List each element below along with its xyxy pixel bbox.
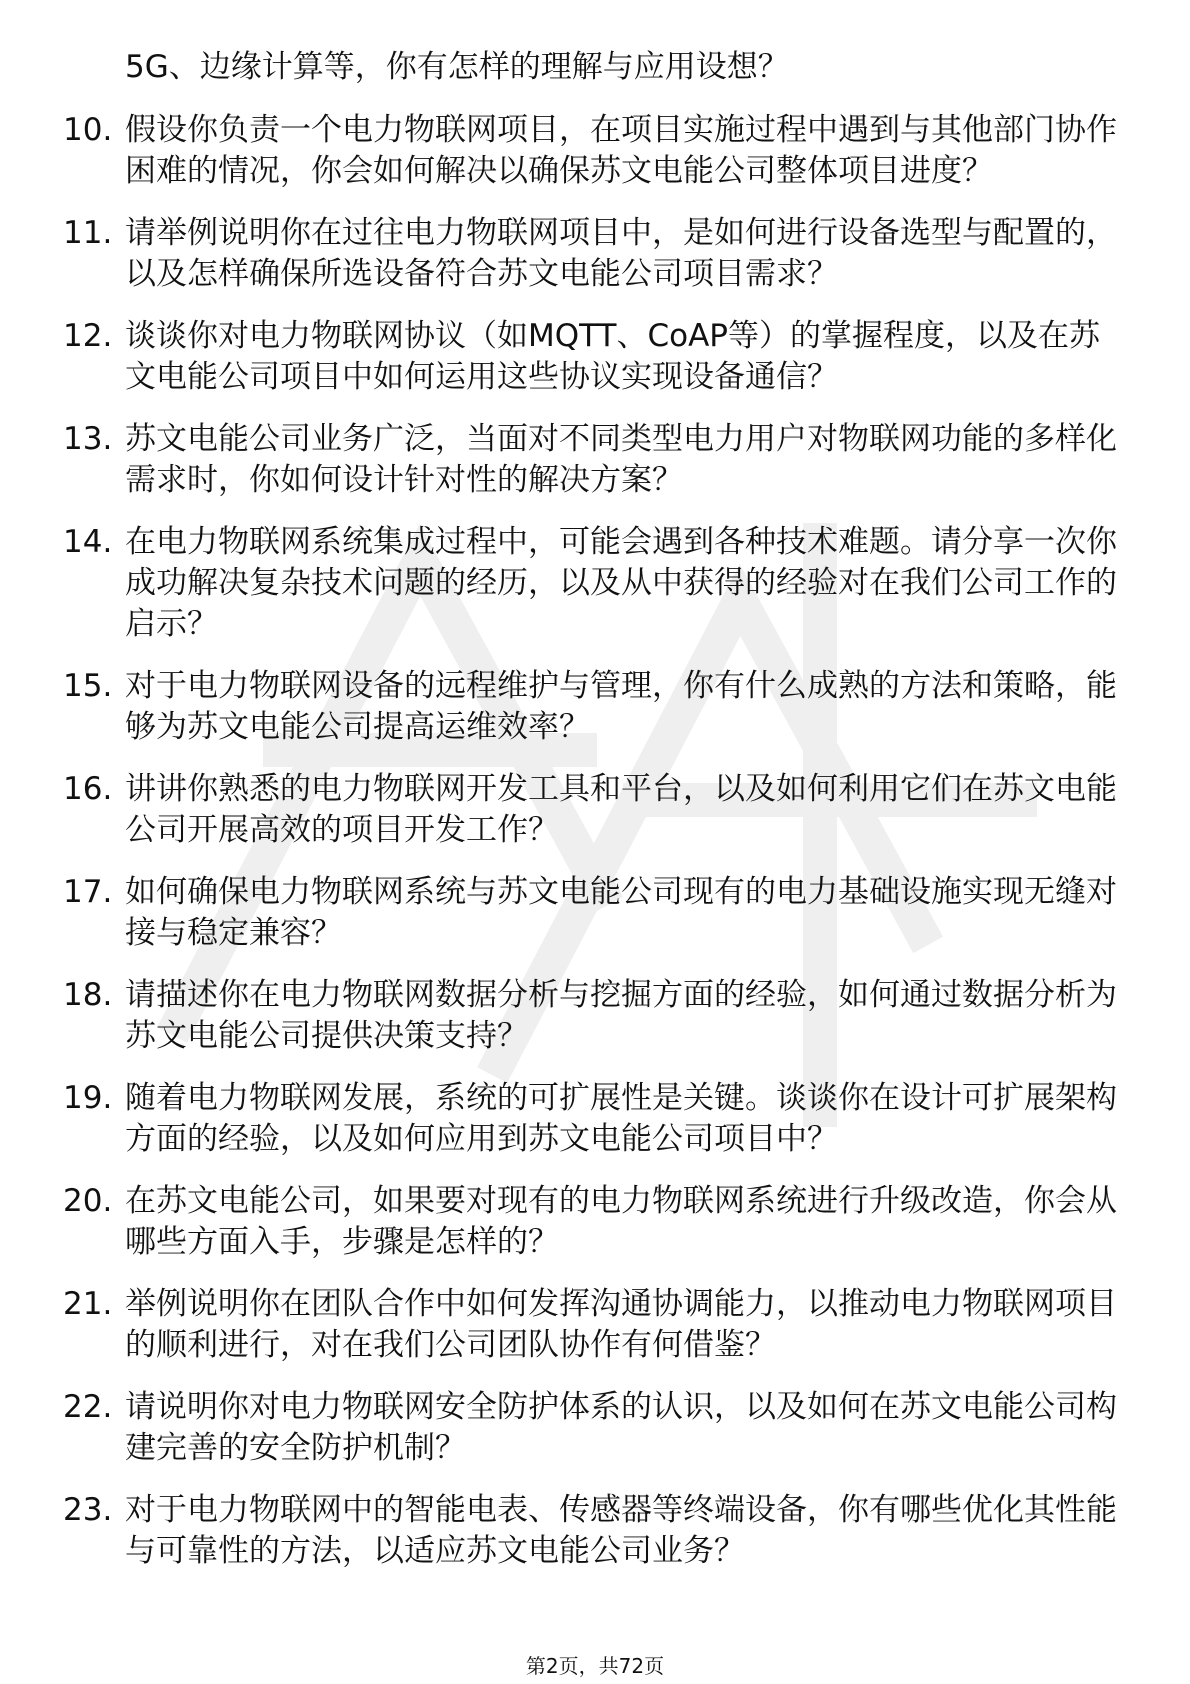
question-text: 谈谈你对电力物联网协议（如MQTT、CoAP等）的掌握程度，以及在苏文电能公司项目中如何运用这些协议实现设备通信？ <box>125 318 1100 395</box>
question-number: 11. <box>63 215 113 251</box>
question-text: 举例说明你在团队合作中如何发挥沟通协调能力，以推动电力物联网项目的顺利进行，对在我们公司团队协作有何借鉴？ <box>125 1286 1117 1363</box>
question-text: 对于电力物联网设备的远程维护与管理，你有什么成熟的方法和策略，能够为苏文电能公司提高运维效率？ <box>125 668 1117 745</box>
question-number: 17. <box>63 874 113 910</box>
question-item <box>63 872 1125 954</box>
question-text: 在苏文电能公司，如果要对现有的电力物联网系统进行升级改造，你会从哪些方面入手，步骤是怎样的？ <box>125 1183 1117 1260</box>
question-text: 请描述你在电力物联网数据分析与挖掘方面的经验，如何通过数据分析为苏文电能公司提供决策支持？ <box>125 977 1117 1054</box>
question-text: 请举例说明你在过往电力物联网项目中，是如何进行设备选型与配置的，以及怎样确保所选设备符合苏文电能公司项目需求？ <box>125 215 1117 292</box>
question-number: 22. <box>63 1389 113 1425</box>
question-item <box>63 316 1125 398</box>
question-number: 18. <box>63 977 113 1013</box>
question-item <box>63 1387 1125 1469</box>
question-item <box>63 1490 1125 1572</box>
question-number: 16. <box>63 771 113 807</box>
question-number: 20. <box>63 1183 113 1219</box>
question-item <box>63 769 1125 851</box>
question-number: 12. <box>63 318 113 354</box>
question-item <box>63 666 1125 748</box>
question-text: 随着电力物联网发展，系统的可扩展性是关键。谈谈你在设计可扩展架构方面的经验，以及如何应用到苏文电能公司项目中？ <box>125 1080 1117 1157</box>
question-text: 如何确保电力物联网系统与苏文电能公司现有的电力基础设施实现无缝对接与稳定兼容？ <box>125 874 1117 951</box>
question-number: 21. <box>63 1286 113 1322</box>
question-item <box>63 1181 1125 1263</box>
question-text: 苏文电能公司业务广泛，当面对不同类型电力用户对物联网功能的多样化需求时，你如何设计针对性的解决方案？ <box>125 421 1117 498</box>
question-item <box>63 975 1125 1057</box>
question-item <box>63 1284 1125 1366</box>
question-text: 请说明你对电力物联网安全防护体系的认识，以及如何在苏文电能公司构建完善的安全防护机制？ <box>125 1389 1117 1466</box>
question-number: 19. <box>63 1080 113 1116</box>
page-number-footer: 第2页，共72页 <box>525 1654 665 1678</box>
question-number: 13. <box>63 421 113 457</box>
question-item <box>63 110 1125 192</box>
question-number: 10. <box>63 112 113 148</box>
question-list <box>63 47 1125 1593</box>
question-item <box>63 213 1125 295</box>
question-text: 在电力物联网系统集成过程中，可能会遇到各种技术难题。请分享一次你成功解决复杂技术问题的经历，以及从中获得的经验对在我们公司工作的启示？ <box>125 524 1117 642</box>
question-text: 对于电力物联网中的智能电表、传感器等终端设备，你有哪些优化其性能与可靠性的方法，以适应苏文电能公司业务？ <box>125 1492 1117 1569</box>
question-number: 15. <box>63 668 113 704</box>
question-text: 假设你负责一个电力物联网项目，在项目实施过程中遇到与其他部门协作困难的情况，你会如何解决以确保苏文电能公司整体项目进度？ <box>125 112 1117 189</box>
question-item <box>63 419 1125 501</box>
question-number: 23. <box>63 1492 113 1528</box>
question-item <box>63 522 1125 645</box>
question-text: 讲讲你熟悉的电力物联网开发工具和平台，以及如何利用它们在苏文电能公司开展高效的项目开发工作？ <box>125 771 1117 848</box>
continued-question-text: 5G、边缘计算等，你有怎样的理解与应用设想？ <box>125 49 789 85</box>
question-number: 14. <box>63 524 113 560</box>
question-item <box>63 1078 1125 1160</box>
